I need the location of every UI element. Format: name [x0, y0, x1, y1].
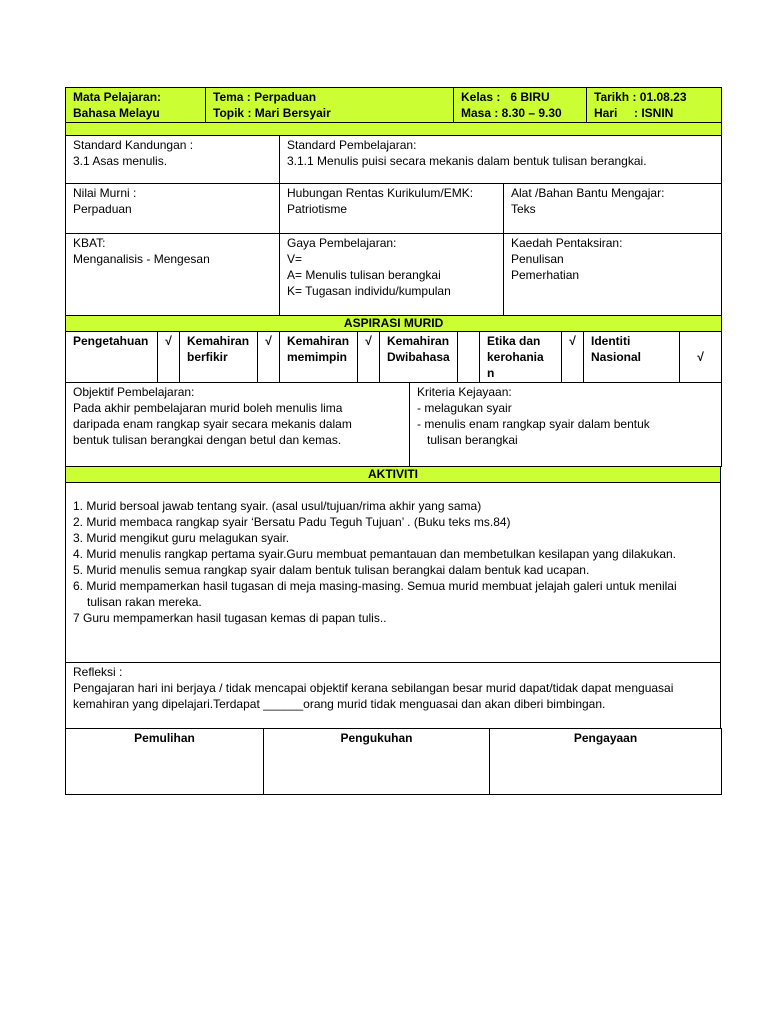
abm-label: Alat /Bahan Bantu Mengajar:	[511, 186, 665, 200]
emk-label: Hubungan Rentas Kurikulum/EMK:	[287, 186, 474, 200]
kaedah-line: Penulisan	[511, 252, 564, 266]
aspirasi-item	[180, 332, 258, 383]
kaedah-cell	[504, 234, 722, 316]
class-cell	[454, 88, 587, 123]
objektif-line: bentuk tulisan berangkai dengan betul dan kemas.	[73, 433, 342, 447]
gaya-line: A= Menulis tulisan berangkai	[287, 268, 441, 282]
aspirasi-label: kerohania	[487, 350, 544, 364]
aspirasi-label: Etika dan	[487, 334, 541, 348]
refleksi-label: Refleksi :	[73, 665, 123, 679]
aktiviti-table	[65, 466, 721, 663]
kriteria-label: Kriteria Kejayaan:	[417, 385, 512, 399]
kriteria-item: - menulis enam rangkap syair dalam bentuk	[417, 417, 650, 431]
aktiviti-item: 5. Murid menulis semua rangkap syair dalam bentuk tulisan berangkai dalam bentuk kad ucapan.	[73, 563, 590, 577]
time-text: Masa : 8.30 – 9.30	[461, 106, 562, 120]
abm-cell	[504, 184, 722, 234]
aktiviti-item: 6. Murid mempamerkan hasil tugasan di meja masing-masing. Semua murid membuat jelajah galeri untuk menilai tulisan rakan mereka.	[73, 579, 677, 609]
objektif-line: daripada enam rangkap syair secara mekanis dalam	[73, 417, 352, 431]
aspirasi-label: Kemahiran	[287, 334, 350, 348]
aktiviti-title: AKTIVITI	[66, 467, 721, 483]
kriteria-cell	[410, 383, 722, 467]
aspirasi-item	[584, 332, 680, 383]
refleksi-text: Pengajaran hari ini berjaya / tidak mencapai objektif kerana sebilangan besar murid dapat/tidak dapat menguasai kemahiran yang dipelajari.Terdapat ______orang murid tidak menguasai dan akan diberi bimbingan.	[73, 681, 674, 711]
theme-text: Tema : Perpaduan	[213, 90, 317, 104]
aspirasi-label: memimpin	[287, 350, 348, 364]
objektif-line: Pada akhir pembelajaran murid boleh menulis lima	[73, 401, 343, 415]
gaya-line: K= Tugasan individu/kumpulan	[287, 284, 451, 298]
lesson-plan	[65, 87, 721, 795]
kriteria-item: - melagukan syair	[417, 401, 512, 415]
abm-value: Teks	[511, 202, 536, 216]
objectives-table	[65, 382, 722, 467]
objektif-cell	[66, 383, 410, 467]
standard-kandungan-cell	[66, 136, 280, 184]
nilai-murni-value: Perpaduan	[73, 202, 132, 216]
standard-kandungan-label: Standard Kandungan :	[73, 138, 194, 152]
kaedah-label: Kaedah Pentaksiran:	[511, 236, 623, 250]
topic-text: Topik : Mari Bersyair	[213, 106, 331, 120]
aspirasi-label: Identiti	[591, 334, 631, 348]
aspirasi-title: ASPIRASI MURID	[66, 316, 722, 332]
check-mark-icon: √	[562, 332, 584, 383]
subject-label: Mata Pelajaran:	[73, 90, 162, 104]
pengayaan-cell: Pengayaan	[490, 729, 722, 795]
date-cell	[587, 88, 722, 123]
nilai-murni-label: Nilai Murni :	[73, 186, 137, 200]
date-text: Tarikh : 01.08.23	[594, 90, 687, 104]
refleksi-table	[65, 662, 721, 729]
aspirasi-label: Nasional	[591, 350, 642, 364]
theme-cell	[206, 88, 454, 123]
standard-pembelajaran-value: 3.1.1 Menulis puisi secara mekanis dalam bentuk tulisan berangkai.	[287, 154, 647, 168]
pemulihan-cell: Pemulihan	[66, 729, 264, 795]
check-mark-icon: √	[258, 332, 280, 383]
aspirasi-label: n	[487, 366, 495, 380]
footer-table	[65, 728, 722, 795]
aspirasi-label: Pengetahuan	[73, 334, 149, 348]
aspirasi-item	[380, 332, 458, 383]
aspirasi-item	[480, 332, 562, 383]
standard-kandungan-value: 3.1 Asas menulis.	[73, 154, 168, 168]
aktiviti-item: 2. Murid membaca rangkap syair ‘Bersatu Padu Teguh Tujuan’ . (Buku teks ms.84)	[73, 515, 511, 529]
standard-pembelajaran-label: Standard Pembelajaran:	[287, 138, 417, 152]
header-strip	[66, 123, 722, 136]
check-mark-icon: √	[158, 332, 180, 383]
aspirasi-label: Dwibahasa	[387, 350, 450, 364]
aspirasi-table	[65, 315, 722, 383]
day-text: Hari : ISNIN	[594, 106, 674, 120]
check-mark-icon: √	[680, 332, 722, 383]
refleksi-cell	[66, 663, 721, 729]
emk-value: Patriotisme	[287, 202, 348, 216]
aktiviti-item: 4. Murid menulis rangkap pertama syair.Guru membuat pemantauan dan membetulkan kesilapan yang dilakukan.	[73, 547, 676, 561]
aspirasi-label: Kemahiran	[187, 334, 250, 348]
kbat-cell	[66, 234, 280, 316]
kbat-value: Menganalisis - Mengesan	[73, 252, 210, 266]
kaedah-line: Pemerhatian	[511, 268, 580, 282]
gaya-line: V=	[287, 252, 303, 266]
kriteria-item-continuation: tulisan berangkai	[427, 433, 518, 447]
check-mark-empty	[458, 332, 480, 383]
subject-value: Bahasa Melayu	[73, 106, 160, 120]
aktiviti-item: 7 Guru mempamerkan hasil tugasan kemas di papan tulis..	[73, 611, 387, 625]
aspirasi-label: Kemahiran	[387, 334, 450, 348]
aspirasi-item	[280, 332, 358, 383]
aktiviti-item: 1. Murid bersoal jawab tentang syair. (asal usul/tujuan/rima akhir yang sama)	[73, 499, 482, 513]
gaya-label: Gaya Pembelajaran:	[287, 236, 397, 250]
class-text: Kelas : 6 BIRU	[461, 90, 550, 104]
subject-cell	[66, 88, 206, 123]
aspirasi-label: berfikir	[187, 350, 228, 364]
aspirasi-item	[66, 332, 158, 383]
standards-table	[65, 135, 722, 316]
kbat-label: KBAT:	[73, 236, 106, 250]
header-table	[65, 87, 722, 136]
aktiviti-list	[66, 483, 721, 663]
standard-pembelajaran-cell	[280, 136, 722, 184]
check-mark-icon: √	[358, 332, 380, 383]
pengukuhan-cell: Pengukuhan	[264, 729, 490, 795]
emk-cell	[280, 184, 504, 234]
aktiviti-item: 3. Murid mengikut guru melagukan syair.	[73, 531, 290, 545]
objektif-label: Objektif Pembelajaran:	[73, 385, 195, 399]
gaya-cell	[280, 234, 504, 316]
nilai-murni-cell	[66, 184, 280, 234]
